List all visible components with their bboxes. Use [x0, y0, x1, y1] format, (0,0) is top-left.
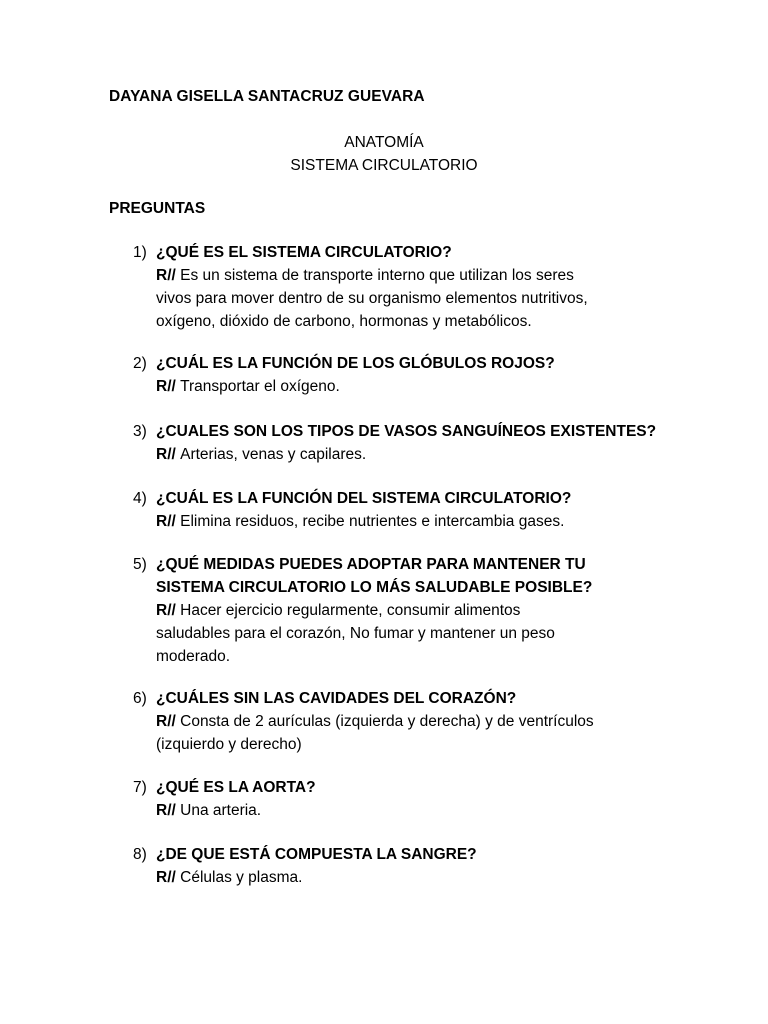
question-text: ¿QUÉ ES EL SISTEMA CIRCULATORIO? [156, 244, 452, 261]
answer-text: R// Elimina residuos, recibe nutrientes e intercambia gases. [156, 513, 565, 530]
answer-prefix: R// [156, 602, 181, 619]
answer-text: vivos para mover dentro de su organismo elementos nutritivos, [156, 290, 588, 307]
question-body [156, 487, 676, 533]
answer-prefix: R// [156, 267, 181, 284]
answer-prefix: R// [156, 378, 181, 395]
answer-prefix: R// [156, 513, 181, 530]
question-text: ¿CUÁLES SIN LAS CAVIDADES DEL CORAZÓN? [156, 690, 517, 707]
question-text: SISTEMA CIRCULATORIO LO MÁS SALUDABLE POSIBLE? [156, 579, 593, 596]
answer-text: moderado. [156, 648, 231, 665]
question-number: 4) [133, 490, 147, 507]
question-text: ¿CUÁL ES LA FUNCIÓN DE LOS GLÓBULOS ROJOS? [156, 355, 555, 372]
answer-prefix: R// [156, 713, 181, 730]
question-body [156, 241, 676, 333]
question-number: 6) [133, 690, 147, 707]
question-number: 5) [133, 556, 147, 573]
question-number: 1) [133, 244, 147, 261]
subject-title: ANATOMÍA [344, 134, 424, 151]
question-number: 2) [133, 355, 147, 372]
question-body [156, 420, 676, 466]
question-text: ¿CUÁL ES LA FUNCIÓN DEL SISTEMA CIRCULATORIO? [156, 490, 572, 507]
answer-text: R// Células y plasma. [156, 869, 303, 886]
answer-text: R// Consta de 2 aurículas (izquierda y derecha) y de ventrículos [156, 713, 594, 730]
title-block [0, 131, 768, 177]
question-body [156, 843, 676, 889]
answer-prefix: R// [156, 446, 181, 463]
answer-text: R// Hacer ejercicio regularmente, consumir alimentos [156, 602, 521, 619]
answer-text: saludables para el corazón, No fumar y mantener un peso [156, 625, 555, 642]
question-body [156, 776, 676, 822]
answer-text: R// Arterias, venas y capilares. [156, 446, 367, 463]
question-text: ¿DE QUE ESTÁ COMPUESTA LA SANGRE? [156, 846, 477, 863]
question-body [156, 352, 676, 398]
question-number: 7) [133, 779, 147, 796]
answer-text: (izquierdo y derecho) [156, 736, 302, 753]
question-number: 8) [133, 846, 147, 863]
author-name: DAYANA GISELLA SANTACRUZ GUEVARA [109, 88, 425, 105]
question-text: ¿QUÉ MEDIDAS PUEDES ADOPTAR PARA MANTENER TU [156, 556, 586, 573]
answer-prefix: R// [156, 802, 181, 819]
answer-text: oxígeno, dióxido de carbono, hormonas y metabólicos. [156, 313, 532, 330]
answer-prefix: R// [156, 869, 181, 886]
answer-text: R// Es un sistema de transporte interno que utilizan los seres [156, 267, 574, 284]
question-number: 3) [133, 423, 147, 440]
topic-title: SISTEMA CIRCULATORIO [290, 157, 478, 174]
question-text: ¿QUÉ ES LA AORTA? [156, 779, 316, 796]
question-text: ¿CUALES SON LOS TIPOS DE VASOS SANGUÍNEOS EXISTENTES? [156, 423, 657, 440]
answer-text: R// Una arteria. [156, 802, 262, 819]
answer-text: R// Transportar el oxígeno. [156, 378, 340, 395]
question-body [156, 687, 676, 756]
section-heading: PREGUNTAS [109, 200, 206, 217]
question-body [156, 553, 676, 668]
